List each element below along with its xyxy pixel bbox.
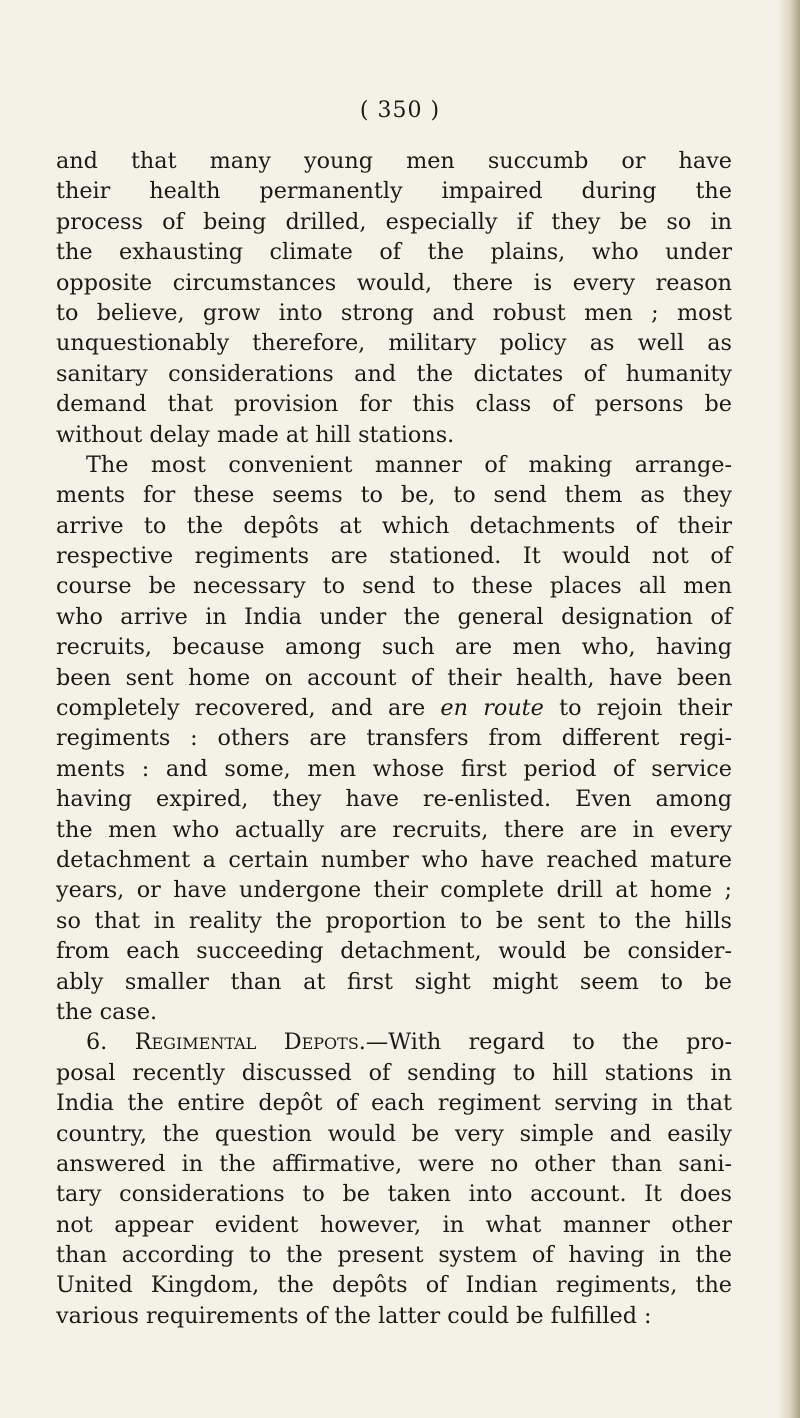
text-line: United Kingdom, the depôts of Indian regiments, the [56,1272,732,1299]
text-line: arrive to the depôts at which detachments of their [56,512,732,539]
text-line: from each succeeding detachment, would be consider- [56,938,732,965]
text-line: recruits, because among such are men who, having [56,634,732,661]
text-line: the men who actually are recruits, there are in every [56,816,732,843]
text-line: and that many young men succumb or have [56,148,732,174]
text-line: the case. [56,998,158,1025]
text-line: course be necessary to send to these places all men [56,573,732,600]
page-number: ( 350 ) [359,98,441,123]
text-line: ably smaller than at first sight might seem to be [56,968,732,995]
text-segment: completely recovered, and are [56,695,426,722]
text-line: tary considerations to be taken into account. It does [56,1181,732,1208]
body-text [56,146,732,1331]
text-line: various requirements of the latter could be fulfilled : [56,1302,652,1329]
text-line: respective regiments are stationed. It would not of [56,543,732,570]
page-edge-shadow [778,0,800,1418]
text-line: process of being drilled, especially if they be so in [56,208,732,235]
italic-phrase: en route [440,695,544,722]
text-line: than according to the present system of having in the [56,1242,732,1269]
text-line: detachment a certain number who have reached mature [56,846,732,873]
section-number: 6. [86,1029,108,1056]
text-line: the exhausting climate of the plains, who under [56,239,732,266]
text-line: without delay made at hill stations. [56,421,455,448]
text-line: India the entire depôt of each regiment serving in that [56,1090,732,1117]
text-line: ments : and some, men whose first period of service [56,755,732,782]
text-line: not appear evident however, in what manner other [56,1211,732,1238]
text-line: who arrive in India under the general designation of [56,603,732,630]
text-line: unquestionably therefore, military policy as well as [56,330,732,357]
text-line: regiments : others are transfers from different regi- [56,725,732,752]
text-line: sanitary considerations and the dictates of humanity [56,360,732,387]
text-segment: —With regard to the pro- [365,1029,733,1056]
text-line: having expired, they have re-enlisted. Even among [56,786,732,813]
text-line: opposite circumstances would, there is every reason [56,269,732,296]
text-line: demand that provision for this class of persons be [56,391,732,418]
text-line: posal recently discussed of sending to hill stations in [56,1059,732,1086]
text-line: been sent home on account of their health, have been [56,664,732,691]
text-segment: to rejoin their [559,695,732,722]
text-line: to believe, grow into strong and robust men ; most [56,299,732,326]
paragraph-start-line: The most convenient manner of making arrange- [86,451,732,478]
text-line: answered in the affirmative, were no other than sani- [56,1150,732,1177]
section-heading: Regimental Depots. [134,1029,366,1056]
text-line: ments for these seems to be, to send them as they [56,482,732,509]
text-line: years, or have undergone their complete drill at home ; [56,877,732,904]
text-line: so that in reality the proportion to be sent to the hills [56,907,732,934]
text-line: country, the question would be very simple and easily [56,1120,732,1147]
text-line-with-italic [56,693,732,723]
text-line: their health permanently impaired during the [56,178,732,205]
section-heading-line [56,1027,732,1057]
